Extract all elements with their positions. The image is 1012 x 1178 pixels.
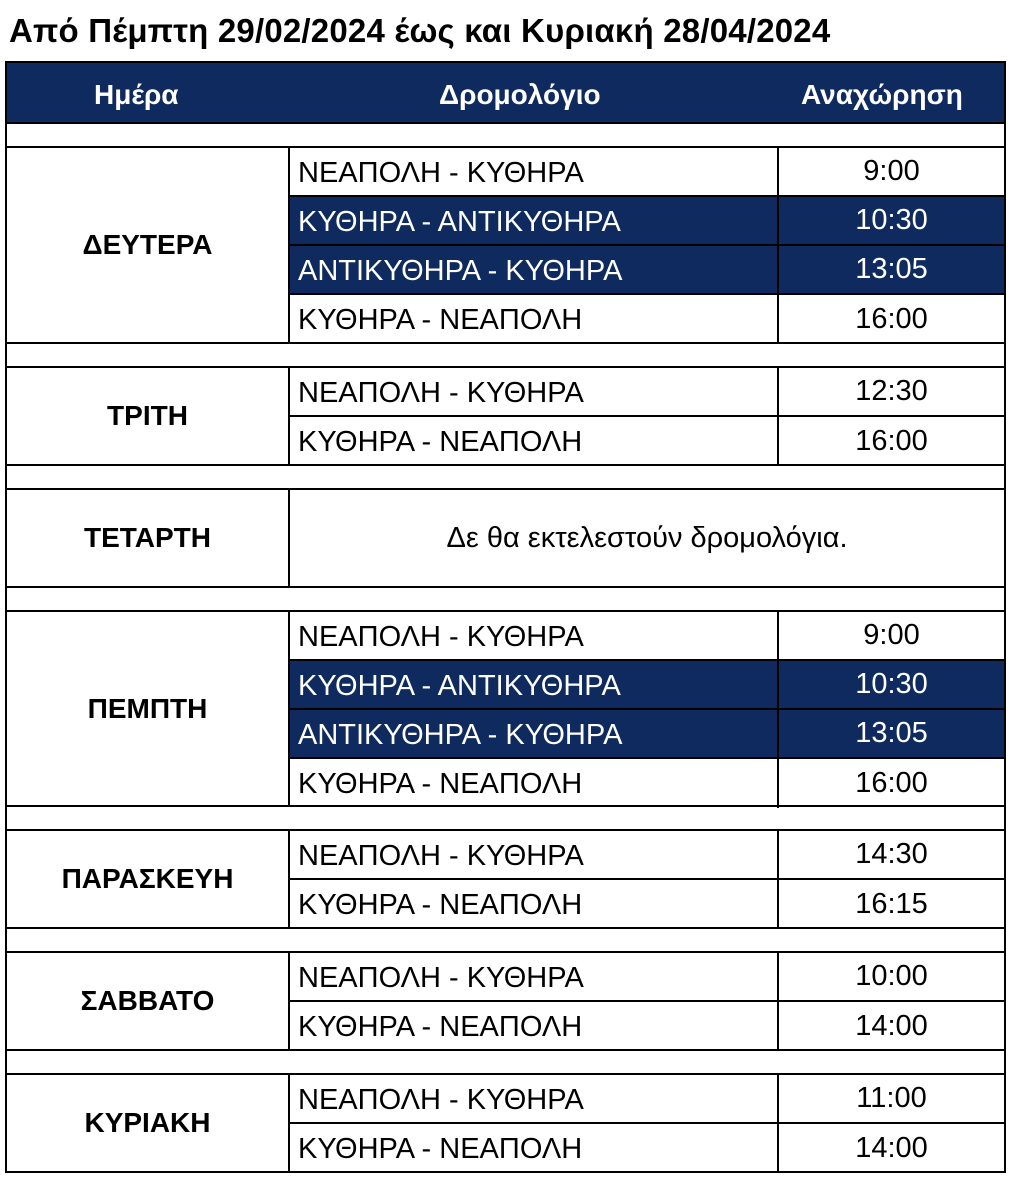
trip-row <box>290 831 1004 880</box>
day-block-thursday <box>5 610 1006 807</box>
trip-route: ΚΥΘΗΡΑ - ΝΕΑΠΟΛΗ <box>298 1011 583 1043</box>
trip-route: ΑΝΤΙΚΥΘΗΡΑ - ΚΥΘΗΡΑ <box>298 719 623 751</box>
day-label: ΚΥΡΙΑΚΗ <box>7 1075 290 1171</box>
trip-time: 10:30 <box>777 661 1004 708</box>
trip-time: 11:00 <box>777 1075 1004 1122</box>
trip-route: ΚΥΘΗΡΑ - ΝΕΑΠΟΛΗ <box>298 768 583 800</box>
trip-route: ΚΥΘΗΡΑ - ΝΕΑΠΟΛΗ <box>298 1133 583 1165</box>
trip-list <box>290 612 1004 805</box>
day-block-saturday <box>5 951 1006 1051</box>
day-label: ΤΡΙΤΗ <box>7 368 290 464</box>
trip-row-highlighted <box>290 661 1004 710</box>
trip-time: 9:00 <box>777 148 1004 195</box>
trip-time: 10:00 <box>777 953 1004 1000</box>
trip-route: ΝΕΑΠΟΛΗ - ΚΥΘΗΡΑ <box>298 157 584 189</box>
spacer <box>5 124 1006 148</box>
day-label: ΣΑΒΒΑΤΟ <box>7 953 290 1049</box>
trip-time: 12:30 <box>777 368 1004 415</box>
trip-time: 13:05 <box>777 246 1004 293</box>
trip-row <box>290 148 1004 197</box>
spacer <box>5 466 1006 488</box>
trip-time: 14:00 <box>777 1002 1004 1051</box>
trip-route: ΚΥΘΗΡΑ - ΝΕΑΠΟΛΗ <box>298 889 583 921</box>
header-day: Ημέρα <box>94 79 179 110</box>
trip-list <box>290 148 1004 342</box>
trip-time: 14:00 <box>777 1124 1004 1173</box>
trip-route: ΑΝΤΙΚΥΘΗΡΑ - ΚΥΘΗΡΑ <box>298 255 623 287</box>
trip-route: ΝΕΑΠΟΛΗ - ΚΥΘΗΡΑ <box>298 377 584 409</box>
day-block-wednesday <box>5 488 1006 588</box>
no-trips-note: Δε θα εκτελεστούν δρομολόγια. <box>446 521 848 554</box>
header-route: Δρομολόγιο <box>439 79 601 110</box>
trip-time: 16:00 <box>777 759 1004 808</box>
trip-row <box>290 1075 1004 1124</box>
trip-row <box>290 295 1004 344</box>
trip-route: ΚΥΘΗΡΑ - ΝΕΑΠΟΛΗ <box>298 304 583 336</box>
trip-list <box>290 1075 1004 1171</box>
trip-list <box>290 490 1004 586</box>
spacer <box>5 807 1006 829</box>
day-block-friday <box>5 829 1006 929</box>
trip-row-highlighted <box>290 246 1004 295</box>
trip-row <box>290 759 1004 808</box>
spacer <box>5 344 1006 366</box>
trip-list <box>290 953 1004 1049</box>
spacer <box>5 588 1006 610</box>
day-block-tuesday <box>5 366 1006 466</box>
trip-time: 9:00 <box>777 612 1004 659</box>
day-label: ΠΕΜΠΤΗ <box>7 612 290 805</box>
trip-time: 16:00 <box>777 295 1004 344</box>
trip-route: ΚΥΘΗΡΑ - ΑΝΤΙΚΥΘΗΡΑ <box>298 670 621 702</box>
spacer <box>5 1051 1006 1073</box>
trip-route: ΝΕΑΠΟΛΗ - ΚΥΘΗΡΑ <box>298 962 584 994</box>
trip-time: 13:05 <box>777 710 1004 757</box>
trip-time: 14:30 <box>777 831 1004 878</box>
trip-time: 16:15 <box>777 880 1004 929</box>
trip-route: ΚΥΘΗΡΑ - ΑΝΤΙΚΥΘΗΡΑ <box>298 206 621 238</box>
table-header <box>5 61 1006 124</box>
trip-row-highlighted <box>290 710 1004 759</box>
spacer <box>5 929 1006 951</box>
trip-route: ΚΥΘΗΡΑ - ΝΕΑΠΟΛΗ <box>298 426 583 458</box>
trip-time: 10:30 <box>777 197 1004 244</box>
trip-row <box>290 417 1004 466</box>
day-label: ΠΑΡΑΣΚΕΥΗ <box>7 831 290 927</box>
trip-list <box>290 368 1004 464</box>
trip-row <box>290 953 1004 1002</box>
trip-row <box>290 612 1004 661</box>
trip-time: 16:00 <box>777 417 1004 466</box>
day-block-monday <box>5 146 1006 344</box>
trip-row <box>290 1002 1004 1051</box>
trip-route: ΝΕΑΠΟΛΗ - ΚΥΘΗΡΑ <box>298 1084 584 1116</box>
trip-route: ΝΕΑΠΟΛΗ - ΚΥΘΗΡΑ <box>298 840 584 872</box>
page-title: Από Πέμπτη 29/02/2024 έως και Κυριακή 28/04/2024 <box>9 12 831 49</box>
day-block-sunday <box>5 1073 1006 1173</box>
trip-row <box>290 880 1004 929</box>
trip-row <box>290 368 1004 417</box>
day-label: ΔΕΥΤΕΡΑ <box>7 148 290 342</box>
header-departure: Αναχώρηση <box>801 79 963 110</box>
trip-list <box>290 831 1004 927</box>
trip-row-highlighted <box>290 197 1004 246</box>
trip-route: ΝΕΑΠΟΛΗ - ΚΥΘΗΡΑ <box>298 621 584 653</box>
day-label: ΤΕΤΑΡΤΗ <box>7 490 290 586</box>
trip-row <box>290 1124 1004 1173</box>
